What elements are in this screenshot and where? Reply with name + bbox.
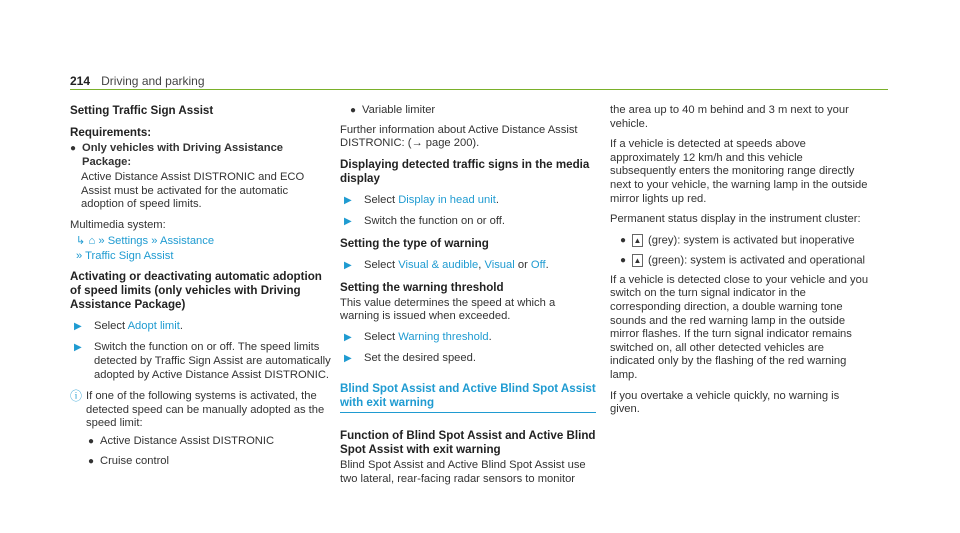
- menu-path: [76, 235, 332, 249]
- warning-type-heading: Setting the type of warning: [340, 236, 489, 250]
- media-heading: Displaying detected traffic signs in the media display: [340, 157, 590, 185]
- visual-link[interactable]: Visual: [484, 258, 515, 271]
- step: ▶ Switch the function on or off. The speed limits detected by Traffic Sign Assist are automatically adopted by Active Distance Assist DISTRONIC.: [70, 341, 332, 382]
- multimedia-label: Multimedia system:: [70, 218, 166, 231]
- bullet-icon: ●: [620, 254, 627, 266]
- step: ▶ Select Warning threshold.: [340, 331, 596, 345]
- info-icon: ⓘ: [70, 389, 83, 404]
- menu-settings[interactable]: Settings: [107, 234, 149, 247]
- list-item: ● Only vehicles with Driving Assistance Package:: [70, 142, 284, 168]
- list-item: ● ▲ (green): system is activated and operational: [620, 254, 866, 267]
- display-in-head-unit-link[interactable]: Display in head unit: [398, 193, 496, 206]
- threshold-text: This value determines the speed at which a warning is issued when exceeded.: [340, 296, 556, 323]
- step-arrow-icon: ▶: [344, 194, 352, 206]
- paragraph: If you overtake a vehicle quickly, no warning is given.: [610, 389, 840, 416]
- chevron-icon: »: [98, 234, 105, 247]
- bullet-icon: ●: [350, 105, 357, 116]
- off-link[interactable]: Off: [530, 258, 546, 271]
- step: ▶ Select Display in head unit.: [340, 194, 596, 208]
- bullet-icon: ●: [620, 234, 627, 246]
- step: ▶ Switch the function on or off.: [340, 215, 596, 229]
- adopt-limit-link[interactable]: Adopt limit: [127, 319, 180, 332]
- warning-threshold-link[interactable]: Warning threshold: [398, 330, 489, 343]
- requirements-heading: Requirements:: [70, 126, 152, 139]
- step-arrow-icon: ▶: [344, 331, 352, 343]
- step-arrow-icon: ▶: [74, 320, 82, 332]
- paragraph: the area up to 40 m behind and 3 m next to your vehicle.: [610, 104, 849, 130]
- paragraph: If a vehicle is detected close to your vehicle and you switch on the turn signal indicator in the corresponding direction, a double warning tone sounds and the red warning lamp in the outside mirror flashes. If the turn signal indicator remains switched on, all other detected vehicles are indicated only by the flashing of the red warning lamp.: [610, 273, 869, 381]
- bullet-icon: ●: [88, 455, 95, 467]
- menu-traffic-sign-assist[interactable]: Traffic Sign Assist: [85, 250, 174, 263]
- home-icon[interactable]: ⌂: [88, 234, 96, 247]
- section-title: Driving and parking: [101, 74, 205, 88]
- list-item: ● Variable limiter: [350, 104, 436, 116]
- step: ▶ Set the desired speed.: [340, 352, 596, 366]
- further-info: Further information about Active Distance Assist DISTRONIC: (→ page 200).: [340, 123, 578, 150]
- list-item: ● Active Distance Assist DISTRONIC: [88, 434, 275, 447]
- column-middle: [340, 104, 596, 493]
- column-left: [70, 104, 332, 474]
- activation-heading: Activating or deactivating automatic adoption of speed limits (only vehicles with Driving Assistance Package): [70, 269, 322, 311]
- step: ▶ Select Visual & audible, Visual or Off.: [340, 259, 596, 273]
- return-arrow-icon: ↳: [76, 234, 86, 247]
- step-arrow-icon: ▶: [344, 216, 352, 228]
- step: ▶ Select Adopt limit.: [70, 320, 332, 334]
- threshold-heading: Setting the warning threshold: [340, 280, 504, 294]
- step-arrow-icon: ▶: [344, 353, 352, 365]
- page-number: 214: [70, 74, 91, 88]
- requirement-text: Active Distance Assist DISTRONIC and ECO Assist must be activated for the automatic adoption of speed limits.: [81, 171, 305, 211]
- list-item: ● Cruise control: [88, 454, 170, 467]
- page-header: [70, 75, 888, 90]
- section-heading: Setting Traffic Sign Assist: [70, 104, 214, 117]
- bullet-icon: ●: [88, 435, 95, 447]
- chevron-icon: »: [151, 234, 158, 247]
- step-arrow-icon: ▶: [74, 342, 82, 354]
- visual-audible-link[interactable]: Visual & audible: [398, 258, 479, 271]
- bullet-icon: ●: [70, 143, 77, 154]
- step-arrow-icon: ▶: [344, 259, 352, 271]
- blind-spot-heading: Blind Spot Assist and Active Blind Spot Assist with exit warning: [340, 382, 596, 413]
- blind-spot-grey-icon: ▲: [633, 235, 642, 245]
- paragraph: Permanent status display in the instrument cluster:: [610, 213, 861, 226]
- blind-spot-green-icon: ▲: [633, 255, 642, 265]
- list-item: ● ▲ (grey): system is activated but inoperative: [620, 234, 855, 247]
- function-heading: Function of Blind Spot Assist and Active Blind Spot Assist with exit warning: [340, 428, 596, 456]
- menu-path-cont: [76, 250, 332, 264]
- function-text: Blind Spot Assist and Active Blind Spot Assist use two lateral, rear-facing radar sensors to monitor: [340, 458, 586, 485]
- paragraph: If a vehicle is detected at speeds above approximately 12 km/h and this vehicle subsequently enters the monitoring range directly next to your vehicle, the warning lamp in the outside mirror lights up red.: [610, 138, 868, 205]
- chevron-icon: »: [76, 250, 83, 263]
- info-note: ⓘ If one of the following systems is activated, the detected speed can be manually adopted as the speed limit:: [70, 389, 325, 430]
- column-right: [610, 104, 870, 424]
- menu-assistance[interactable]: Assistance: [159, 234, 215, 247]
